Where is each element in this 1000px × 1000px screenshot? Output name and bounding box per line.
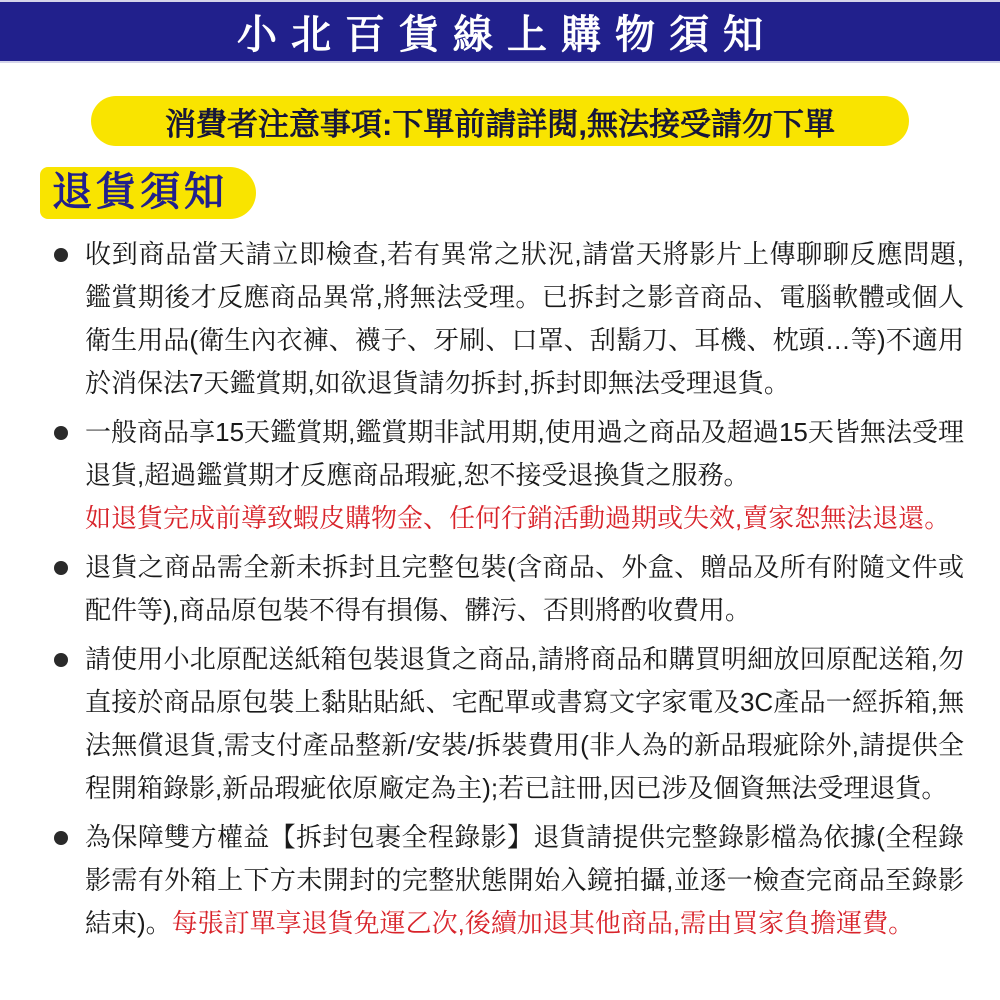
consumer-notice-banner xyxy=(91,96,909,146)
body-text: 退貨之商品需全新未拆封且完整包裝(含商品、外盒、贈品及所有附隨文件或配件等),商品原包裝不得有損傷、髒污、否則將酌收費用。 xyxy=(85,552,964,625)
page-title: 小北百貨線上購物須知 xyxy=(237,13,777,57)
item-paragraph xyxy=(85,546,964,632)
item-paragraph xyxy=(85,497,964,540)
bullet-icon xyxy=(54,831,68,845)
item-paragraph xyxy=(85,816,964,945)
item-text xyxy=(85,233,964,405)
item-paragraph xyxy=(85,638,964,810)
item-text xyxy=(85,638,964,810)
body-text: 一般商品享15天鑑賞期,鑑賞期非試用期,使用過之商品及超過15天皆無法受理退貨,超過鑑賞期才反應商品瑕疵,恕不接受退換貨之服務。 xyxy=(85,417,964,490)
return-policy-badge xyxy=(40,167,256,219)
return-policy-item xyxy=(40,233,964,405)
body-text: 請使用小北原配送紙箱包裝退貨之商品,請將商品和購買明細放回原配送箱,勿直接於商品原包裝上黏貼貼紙、宅配單或書寫文字家電及3C產品一經拆箱,無法無償退貨,需支付產品整新/安裝/拆裝費用(非人為的新品瑕疵除外,請提供全程開箱錄影,新品瑕疵依原廠定為主);若已註冊,因已涉及個資無法受理退貨。 xyxy=(85,644,964,803)
page-header xyxy=(0,0,1000,63)
item-paragraph xyxy=(85,233,964,405)
item-text xyxy=(85,816,964,945)
return-policy-item xyxy=(40,546,964,632)
return-policy-badge-label: 退貨須知 xyxy=(52,170,228,214)
consumer-notice-text: 消費者注意事項:下單前請詳閱,無法接受請勿下單 xyxy=(165,106,835,142)
bullet-icon xyxy=(54,426,68,440)
body-text: 為保障雙方權益【拆封包裹全程錄影】退貨請提供完整錄影檔為依據(全程錄影需有外箱上下方未開封的完整狀態開始入鏡拍攝,並逐一檢查完商品至錄影結束)。 xyxy=(85,822,964,938)
bullet-icon xyxy=(54,653,68,667)
return-policy-item xyxy=(40,638,964,810)
warning-text: 如退貨完成前導致蝦皮購物金、任何行銷活動過期或失效,賣家恕無法退還。 xyxy=(85,503,951,533)
bullet-icon xyxy=(54,248,68,262)
item-paragraph xyxy=(85,411,964,497)
item-text xyxy=(85,546,964,632)
return-policy-list xyxy=(40,233,964,945)
return-policy-item xyxy=(40,411,964,540)
body-text: 收到商品當天請立即檢查,若有異常之狀況,請當天將影片上傳聊聊反應問題,鑑賞期後才反應商品異常,將無法受理。已拆封之影音商品、電腦軟體或個人衛生用品(衛生內衣褲、襪子、牙刷、口罩、刮鬍刀、耳機、枕頭…等)不適用於消保法7天鑑賞期,如欲退貨請勿拆封,拆封即無法受理退貨。 xyxy=(85,239,964,398)
return-policy-item xyxy=(40,816,964,945)
item-text xyxy=(85,411,964,540)
warning-text: 每張訂單享退貨免運乙次,後續加退其他商品,需由買家負擔運費。 xyxy=(171,908,915,938)
bullet-icon xyxy=(54,561,68,575)
